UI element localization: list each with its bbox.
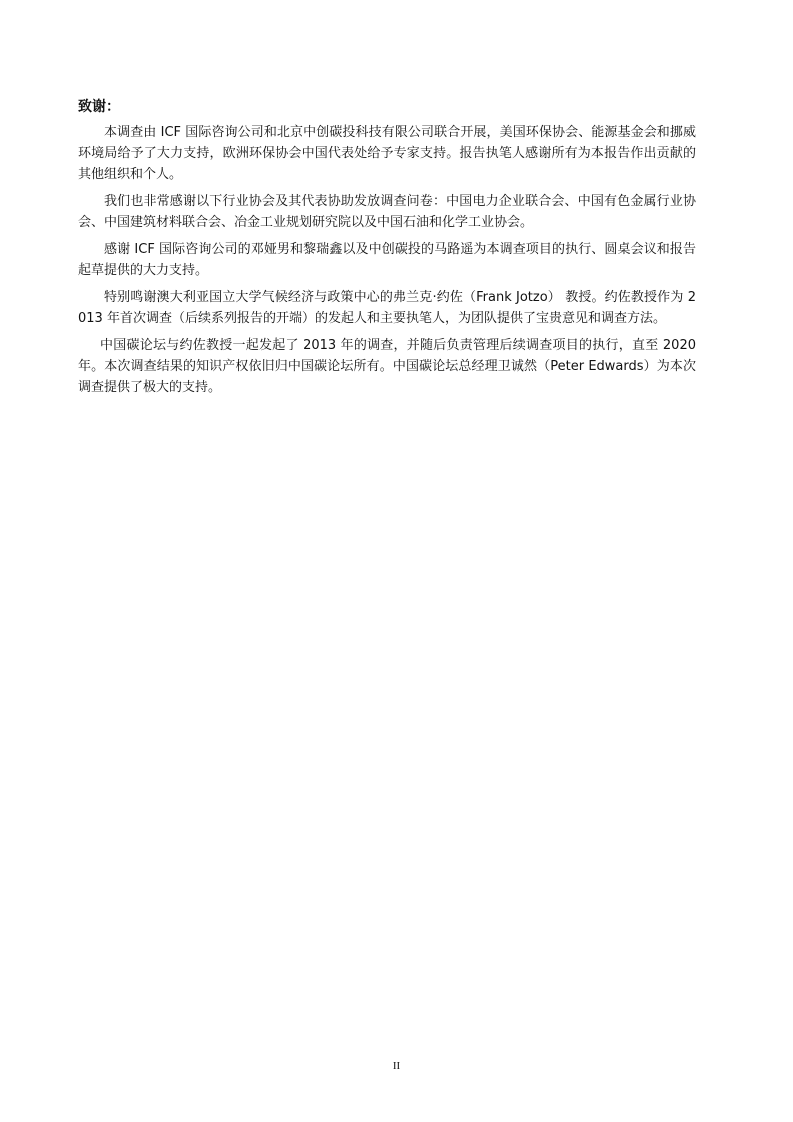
paragraph-5: 中国碳论坛与约佐教授一起发起了 2013 年的调查，并随后负责管理后续调查项目的执行，直至 2020 年。本次调查结果的知识产权依旧归中国碳论坛所有。中国碳论坛总经理卫诚然（Peter Edwards）为本次调查提供了极大的支持。 xyxy=(78,338,696,395)
paragraph-2: 我们也非常感谢以下行业协会及其代表协助发放调查问卷：中国电力企业联合会、中国有色金属行业协会、中国建筑材料联合会、冶金工业规划研究院以及中国石油和化学工业协会。 xyxy=(78,194,696,230)
acknowledgements-body xyxy=(78,122,696,404)
paragraph-1: 本调查由 ICF 国际咨询公司和北京中创碳投科技有限公司联合开展，美国环保协会、能源基金会和挪威环境局给予了大力支持，欧洲环保协会中国代表处给予专家支持。报告执笔人感谢所有为本报告作出贡献的其他组织和个人。 xyxy=(78,125,696,182)
paragraph-4: 特别鸣谢澳大利亚国立大学气候经济与政策中心的弗兰克·约佐（Frank Jotzo） 教授。约佐教授作为 2013 年首次调查（后续系列报告的开端）的发起人和主要执笔人，为团队提供了宝贵意见和调查方法。 xyxy=(78,290,696,326)
acknowledgements-heading: 致谢： xyxy=(78,99,120,115)
paragraph-3: 感谢 ICF 国际咨询公司的邓娅男和黎瑞鑫以及中创碳投的马路遥为本调查项目的执行、圆桌会议和报告起草提供的大力支持。 xyxy=(78,242,696,278)
page-number: II xyxy=(392,1060,401,1072)
